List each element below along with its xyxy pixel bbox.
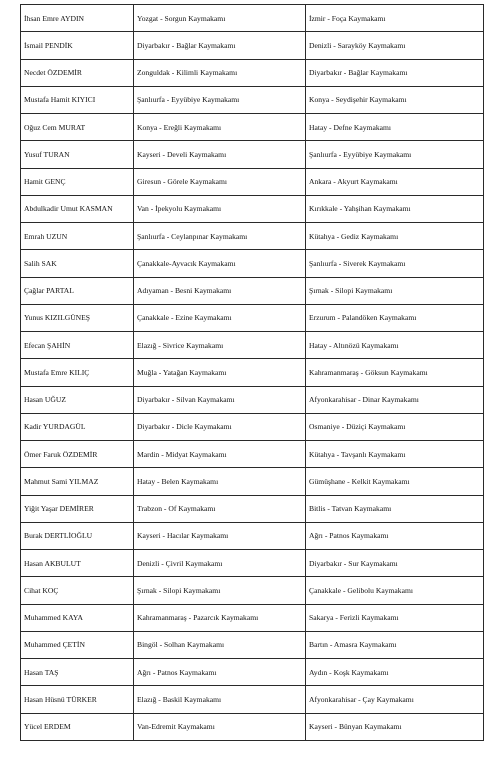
table-row: [21, 413, 484, 440]
new-post-cell: Ağrı - Patnos Kaymakamı: [306, 522, 484, 549]
current-post-cell: Şanlıurfa - Eyyübiye Kaymakamı: [134, 86, 306, 113]
current-post-cell: Elazığ - Baskil Kaymakamı: [134, 686, 306, 713]
appointments-table: [20, 4, 484, 741]
table-row: [21, 550, 484, 577]
new-post-cell: Kayseri - Bünyan Kaymakamı: [306, 713, 484, 740]
current-post-cell: Elazığ - Sivrice Kaymakamı: [134, 332, 306, 359]
table-row: [21, 495, 484, 522]
current-post-cell: Şırnak - Silopi Kaymakamı: [134, 577, 306, 604]
new-post-cell: Sakarya - Ferizli Kaymakamı: [306, 604, 484, 631]
new-post-cell: Diyarbakır - Bağlar Kaymakamı: [306, 59, 484, 86]
table-row: [21, 223, 484, 250]
current-post-cell: Denizli - Çivril Kaymakamı: [134, 550, 306, 577]
current-post-cell: Diyarbakır - Silvan Kaymakamı: [134, 386, 306, 413]
name-cell: Hasan AKBULUT: [21, 550, 134, 577]
name-cell: İhsan Emre AYDIN: [21, 5, 134, 32]
new-post-cell: Konya - Seydişehir Kaymakamı: [306, 86, 484, 113]
new-post-cell: Osmaniye - Düziçi Kaymakamı: [306, 413, 484, 440]
new-post-cell: Kahramanmaraş - Göksun Kaymakamı: [306, 359, 484, 386]
table-row: [21, 5, 484, 32]
current-post-cell: Diyarbakır - Bağlar Kaymakamı: [134, 32, 306, 59]
new-post-cell: İzmir - Foça Kaymakamı: [306, 5, 484, 32]
new-post-cell: Gümüşhane - Kelkit Kaymakamı: [306, 468, 484, 495]
current-post-cell: Kahramanmaraş - Pazarcık Kaymakamı: [134, 604, 306, 631]
name-cell: Yusuf TURAN: [21, 141, 134, 168]
current-post-cell: Adıyaman - Besni Kaymakamı: [134, 277, 306, 304]
name-cell: Çağlar PARTAL: [21, 277, 134, 304]
new-post-cell: Çanakkale - Gelibolu Kaymakamı: [306, 577, 484, 604]
table-row: [21, 604, 484, 631]
name-cell: Emrah UZUN: [21, 223, 134, 250]
table-row: [21, 359, 484, 386]
name-cell: Necdet ÖZDEMİR: [21, 59, 134, 86]
table-row: [21, 713, 484, 740]
name-cell: İsmail PENDİK: [21, 32, 134, 59]
new-post-cell: Şırnak - Silopi Kaymakamı: [306, 277, 484, 304]
new-post-cell: Ankara - Akyurt Kaymakamı: [306, 168, 484, 195]
new-post-cell: Bitlis - Tatvan Kaymakamı: [306, 495, 484, 522]
name-cell: Burak DERTLİOĞLU: [21, 522, 134, 549]
name-cell: Hasan Hüsnü TÜRKER: [21, 686, 134, 713]
name-cell: Yunus KIZILGÜNEŞ: [21, 304, 134, 331]
new-post-cell: Afyonkarahisar - Çay Kaymakamı: [306, 686, 484, 713]
current-post-cell: Van-Edremit Kaymakamı: [134, 713, 306, 740]
table-row: [21, 86, 484, 113]
current-post-cell: Ağrı - Patnos Kaymakamı: [134, 659, 306, 686]
table-row: [21, 304, 484, 331]
name-cell: Ömer Faruk ÖZDEMİR: [21, 441, 134, 468]
table-row: [21, 141, 484, 168]
current-post-cell: Bingöl - Solhan Kaymakamı: [134, 631, 306, 658]
table-row: [21, 277, 484, 304]
table-row: [21, 522, 484, 549]
name-cell: Mahmut Sami YILMAZ: [21, 468, 134, 495]
table-row: [21, 386, 484, 413]
table-row: [21, 577, 484, 604]
current-post-cell: Mardin - Midyat Kaymakamı: [134, 441, 306, 468]
name-cell: Mustafa Emre KILIÇ: [21, 359, 134, 386]
table-row: [21, 250, 484, 277]
new-post-cell: Bartın - Amasra Kaymakamı: [306, 631, 484, 658]
name-cell: Efecan ŞAHİN: [21, 332, 134, 359]
new-post-cell: Afyonkarahisar - Dinar Kaymakamı: [306, 386, 484, 413]
name-cell: Hamit GENÇ: [21, 168, 134, 195]
current-post-cell: Van - İpekyolu Kaymakamı: [134, 195, 306, 222]
table-row: [21, 332, 484, 359]
name-cell: Muhammed KAYA: [21, 604, 134, 631]
name-cell: Cihat KOÇ: [21, 577, 134, 604]
new-post-cell: Hatay - Defne Kaymakamı: [306, 114, 484, 141]
name-cell: Muhammed ÇETİN: [21, 631, 134, 658]
new-post-cell: Şanlıurfa - Eyyübiye Kaymakamı: [306, 141, 484, 168]
table-row: [21, 468, 484, 495]
new-post-cell: Şanlıurfa - Siverek Kaymakamı: [306, 250, 484, 277]
current-post-cell: Giresun - Görele Kaymakamı: [134, 168, 306, 195]
new-post-cell: Denizli - Sarayköy Kaymakamı: [306, 32, 484, 59]
current-post-cell: Yozgat - Sorgun Kaymakamı: [134, 5, 306, 32]
name-cell: Hasan TAŞ: [21, 659, 134, 686]
name-cell: Abdulkadir Umut KASMAN: [21, 195, 134, 222]
new-post-cell: Kütahya - Gediz Kaymakamı: [306, 223, 484, 250]
name-cell: Yiğit Yaşar DEMİRER: [21, 495, 134, 522]
table-row: [21, 659, 484, 686]
table-row: [21, 686, 484, 713]
new-post-cell: Kütahya - Tavşanlı Kaymakamı: [306, 441, 484, 468]
current-post-cell: Kayseri - Hacılar Kaymakamı: [134, 522, 306, 549]
new-post-cell: Diyarbakır - Sur Kaymakamı: [306, 550, 484, 577]
current-post-cell: Konya - Ereğli Kaymakamı: [134, 114, 306, 141]
table-row: [21, 114, 484, 141]
new-post-cell: Kırıkkale - Yahşihan Kaymakamı: [306, 195, 484, 222]
name-cell: Mustafa Hamit KIYICI: [21, 86, 134, 113]
new-post-cell: Erzurum - Palandöken Kaymakamı: [306, 304, 484, 331]
new-post-cell: Hatay - Altınözü Kaymakamı: [306, 332, 484, 359]
table-row: [21, 631, 484, 658]
name-cell: Salih SAK: [21, 250, 134, 277]
name-cell: Hasan UĞUZ: [21, 386, 134, 413]
new-post-cell: Aydın - Koşk Kaymakamı: [306, 659, 484, 686]
table-row: [21, 441, 484, 468]
current-post-cell: Hatay - Belen Kaymakamı: [134, 468, 306, 495]
current-post-cell: Zonguldak - Kilimli Kaymakamı: [134, 59, 306, 86]
current-post-cell: Çanakkale-Ayvacık Kaymakamı: [134, 250, 306, 277]
current-post-cell: Trabzon - Of Kaymakamı: [134, 495, 306, 522]
name-cell: Yücel ERDEM: [21, 713, 134, 740]
table-row: [21, 195, 484, 222]
current-post-cell: Muğla - Yatağan Kaymakamı: [134, 359, 306, 386]
current-post-cell: Şanlıurfa - Ceylanpınar Kaymakamı: [134, 223, 306, 250]
table-row: [21, 59, 484, 86]
table-row: [21, 168, 484, 195]
table-row: [21, 32, 484, 59]
name-cell: Oğuz Cem MURAT: [21, 114, 134, 141]
current-post-cell: Diyarbakır - Dicle Kaymakamı: [134, 413, 306, 440]
name-cell: Kadir YURDAGÜL: [21, 413, 134, 440]
current-post-cell: Kayseri - Develi Kaymakamı: [134, 141, 306, 168]
table-body: [21, 5, 484, 741]
current-post-cell: Çanakkale - Ezine Kaymakamı: [134, 304, 306, 331]
